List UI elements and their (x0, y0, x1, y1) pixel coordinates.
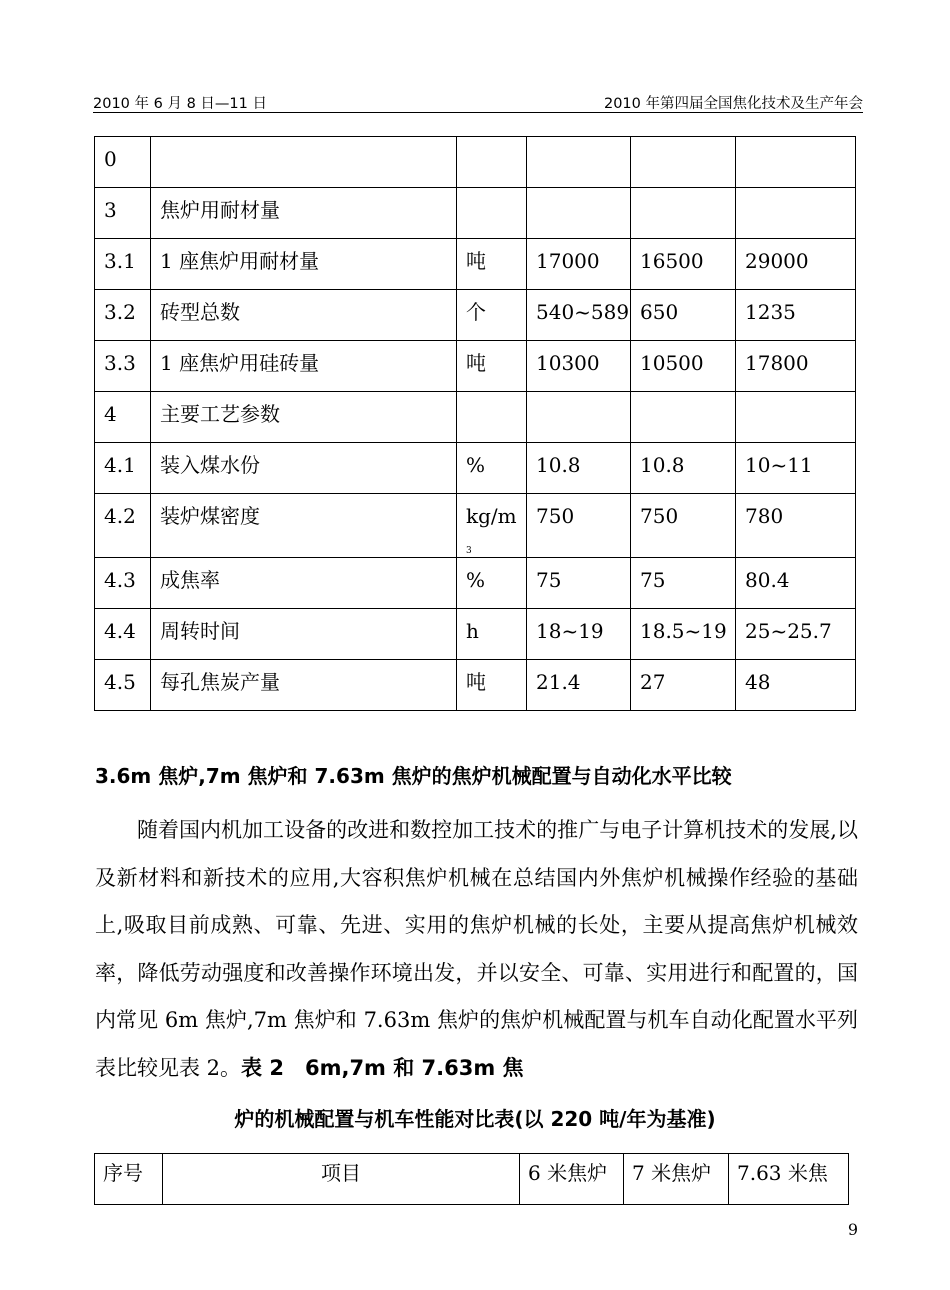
table-cell: 3.1 (95, 239, 151, 290)
paragraph-text: 随着国内机加工设备的改进和数控加工技术的推广与电子计算机技术的发展,以及新材料和新技术的应用,大容积焦炉机械在总结国内外焦炉机械操作经验的基础上,吸取目前成熟、可靠、先进、实用的焦炉机械的长处，主要从提高焦炉机械效率，降低劳动强度和改善操作环境出发，并以安全、可靠、实用进行和配置的，国内常见 6m 焦炉,7m 焦炉和 7.63m 焦炉的焦炉机械配置与机车自动化配置水平列表比较见表 2。 (95, 818, 858, 1080)
table-cell: 80.4 (736, 558, 856, 609)
table-cell: 75 (631, 558, 736, 609)
table-cell: 21.4 (527, 660, 631, 711)
table-cell: 17000 (527, 239, 631, 290)
table-cell: 18~19 (527, 609, 631, 660)
table-cell: 1235 (736, 290, 856, 341)
table-cell: 个 (457, 290, 527, 341)
table-cell: 4.1 (95, 443, 151, 494)
table-cell: 3.2 (95, 290, 151, 341)
unit-superscript: 3 (466, 546, 472, 556)
table-header-cell: 项目 (163, 1154, 520, 1205)
table-header-cell: 7 米焦炉 (624, 1154, 729, 1205)
table-cell (631, 137, 736, 188)
table-cell: 10300 (527, 341, 631, 392)
machine-comparison-table (94, 1153, 849, 1205)
table-cell: 3 (95, 188, 151, 239)
page-number: 9 (847, 1220, 858, 1239)
table-cell: 砖型总数 (151, 290, 457, 341)
parameters-table (94, 136, 856, 711)
table-cell (736, 137, 856, 188)
table-cell: 成焦率 (151, 558, 457, 609)
table-cell: 48 (736, 660, 856, 711)
table-cell: % (457, 443, 527, 494)
table-row (95, 494, 856, 558)
table-cell (631, 392, 736, 443)
table-header-cell: 6 米焦炉 (520, 1154, 624, 1205)
table-cell: 10.8 (527, 443, 631, 494)
table-cell: 吨 (457, 660, 527, 711)
table-row (95, 558, 856, 609)
table-cell (457, 137, 527, 188)
table-header-cell: 序号 (95, 1154, 163, 1205)
table-cell (527, 392, 631, 443)
table-cell: 10500 (631, 341, 736, 392)
table-row (95, 137, 856, 188)
table-row (95, 609, 856, 660)
table-cell: 主要工艺参数 (151, 392, 457, 443)
table2-caption: 炉的机械配置与机车性能对比表(以 220 吨/年为基准) (234, 1107, 716, 1131)
table-cell: 540~589 (527, 290, 631, 341)
table-cell (736, 392, 856, 443)
table-cell: 装入煤水份 (151, 443, 457, 494)
table-cell: 4 (95, 392, 151, 443)
table-cell: 750 (527, 494, 631, 558)
table-cell: 4.2 (95, 494, 151, 558)
table2-caption-start: 表 2 6m,7m 和 7.63m 焦 (241, 1055, 524, 1080)
table-row (95, 188, 856, 239)
table-cell: 4.5 (95, 660, 151, 711)
table-cell (151, 137, 457, 188)
header-date: 2010 年 6 月 8 日—11 日 (93, 96, 267, 112)
table-cell (457, 392, 527, 443)
table-cell (631, 188, 736, 239)
table-cell: 27 (631, 660, 736, 711)
table-cell: 周转时间 (151, 609, 457, 660)
table-row (95, 290, 856, 341)
table-cell: 650 (631, 290, 736, 341)
table-cell: 10~11 (736, 443, 856, 494)
table-cell: 3.3 (95, 341, 151, 392)
table-cell: 4.3 (95, 558, 151, 609)
table-cell: 17800 (736, 341, 856, 392)
table-header-row (95, 1154, 849, 1205)
table-cell (527, 137, 631, 188)
table-cell (527, 188, 631, 239)
header-conference: 2010 年第四届全国焦化技术及生产年会 (603, 96, 863, 112)
table-cell: 1 座焦炉用耐材量 (151, 239, 457, 290)
table-row (95, 443, 856, 494)
table-cell: 焦炉用耐材量 (151, 188, 457, 239)
table-cell: 29000 (736, 239, 856, 290)
table-cell: 75 (527, 558, 631, 609)
table-row (95, 392, 856, 443)
body-paragraph (95, 807, 858, 1092)
table-cell: h (457, 609, 527, 660)
table-cell: 25~25.7 (736, 609, 856, 660)
table-row (95, 660, 856, 711)
table-cell: 装炉煤密度 (151, 494, 457, 558)
table-row (95, 239, 856, 290)
table-cell: 每孔焦炭产量 (151, 660, 457, 711)
table-row (95, 341, 856, 392)
table-cell: 16500 (631, 239, 736, 290)
table-cell: 1 座焦炉用硅砖量 (151, 341, 457, 392)
table-cell (457, 188, 527, 239)
table-cell: 10.8 (631, 443, 736, 494)
table-cell: 0 (95, 137, 151, 188)
table-cell: 18.5~19 (631, 609, 736, 660)
table-cell: 4.4 (95, 609, 151, 660)
table-cell: 吨 (457, 341, 527, 392)
table-cell: 750 (631, 494, 736, 558)
table-cell: % (457, 558, 527, 609)
table-header-cell: 7.63 米焦 (729, 1154, 849, 1205)
section-heading: 3.6m 焦炉,7m 焦炉和 7.63m 焦炉的焦炉机械配置与自动化水平比较 (95, 764, 732, 788)
table-cell: kg/m 3 (457, 494, 527, 558)
table-cell (736, 188, 856, 239)
table-cell: 780 (736, 494, 856, 558)
page-header (93, 88, 863, 113)
table-cell: 吨 (457, 239, 527, 290)
